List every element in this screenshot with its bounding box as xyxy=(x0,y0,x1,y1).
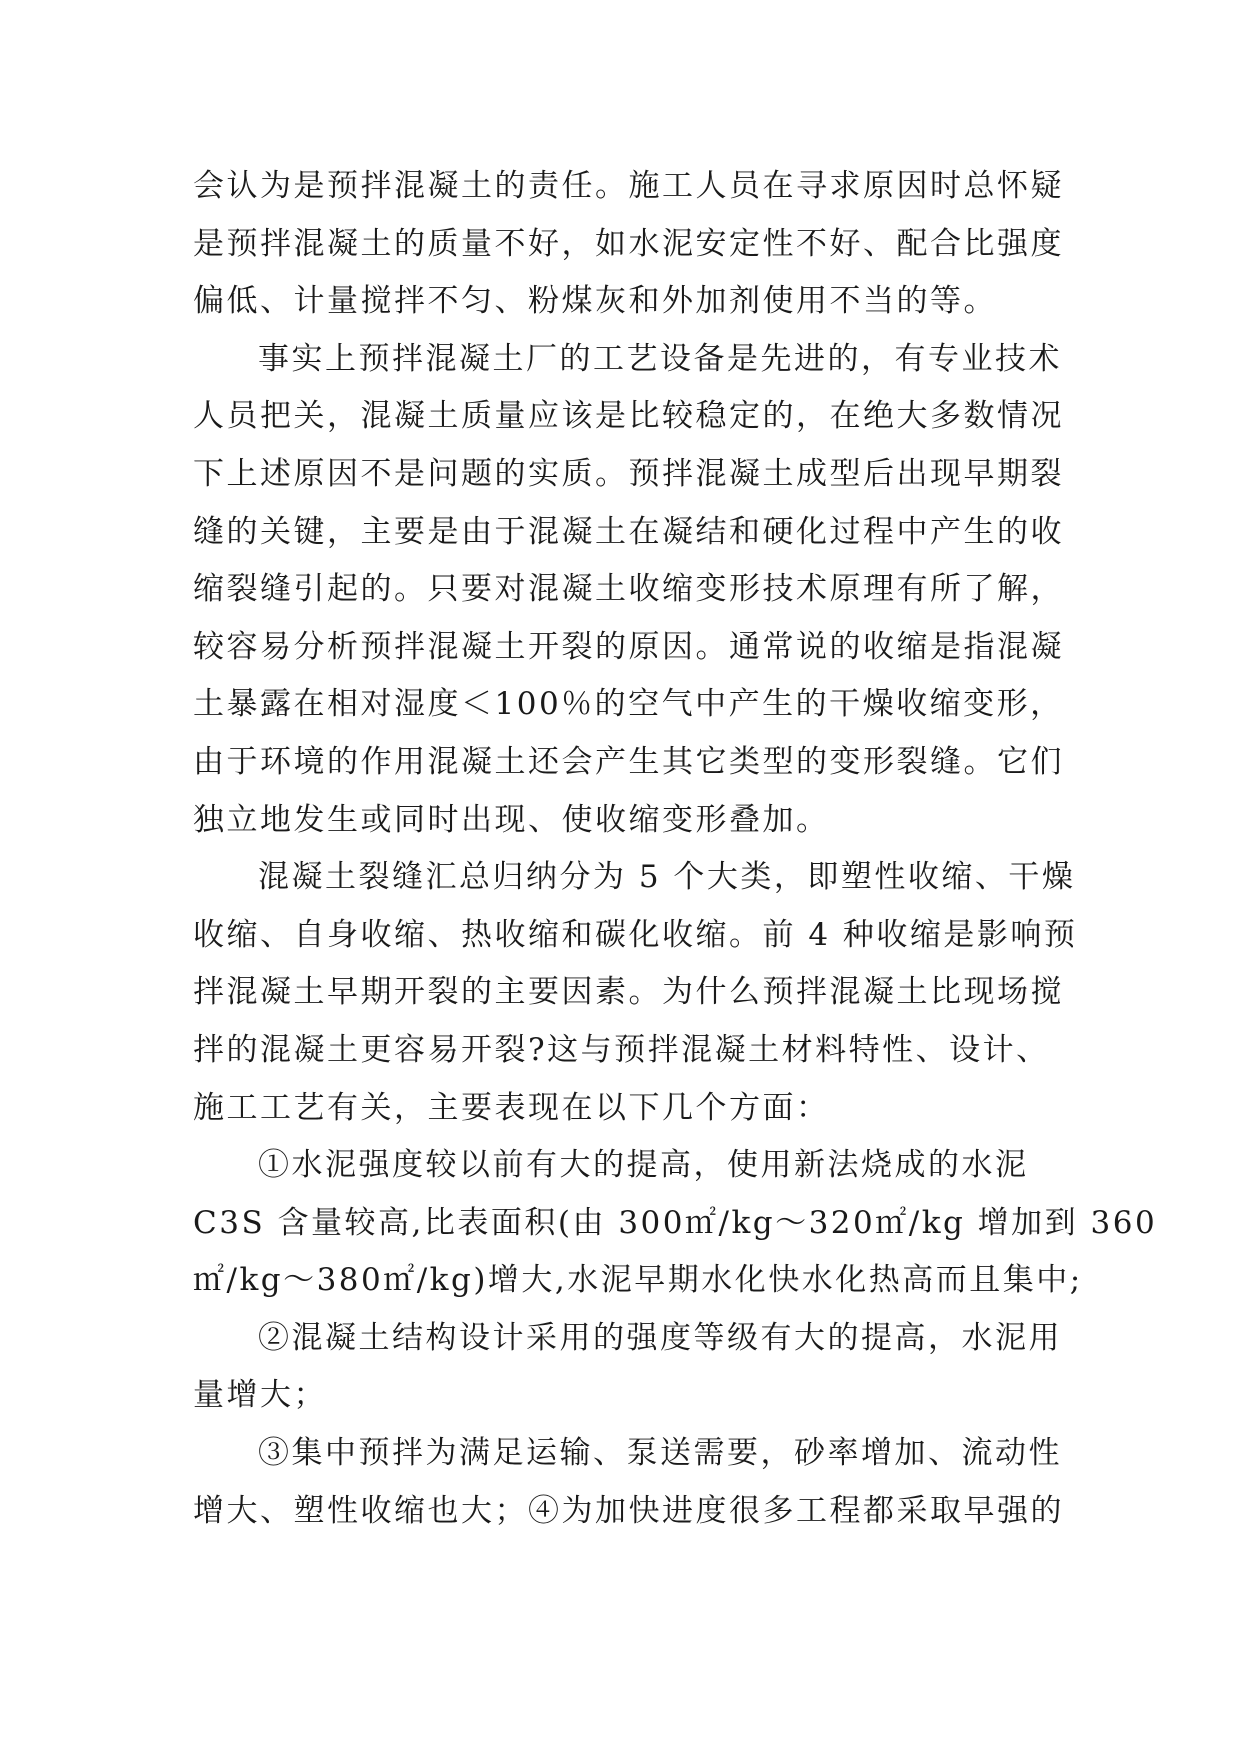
text-line: ㎡/kg～380㎡/kg)增大,水泥早期水化快水化热高而且集中; xyxy=(193,1262,1083,1299)
text-line: 由于环境的作用混凝土还会产生其它类型的变形裂缝。它们 xyxy=(193,743,1064,780)
text-line: 混凝土裂缝汇总归纳分为 5 个大类，即塑性收缩、干燥 xyxy=(258,859,1076,896)
text-line: 是预拌混凝土的质量不好，如水泥安定性不好、配合比强度 xyxy=(193,225,1064,262)
text-line: 缝的关键，主要是由于混凝土在凝结和硬化过程中产生的收 xyxy=(193,513,1064,550)
text-line: 较容易分析预拌混凝土开裂的原因。通常说的收缩是指混凝 xyxy=(193,628,1064,665)
text-line: 事实上预拌混凝土厂的工艺设备是先进的，有专业技术 xyxy=(258,340,1062,377)
text-line: 施工工艺有关，主要表现在以下几个方面： xyxy=(193,1089,830,1126)
body-text xyxy=(193,158,1158,1540)
text-line: 下上述原因不是问题的实质。预拌混凝土成型后出现早期裂 xyxy=(193,455,1064,492)
text-line: 人员把关，混凝土质量应该是比较稳定的，在绝大多数情况 xyxy=(193,398,1064,435)
text-line: 增大、塑性收缩也大；④为加快进度很多工程都采取早强的 xyxy=(193,1492,1064,1529)
text-line: 缩裂缝引起的。只要对混凝土收缩变形技术原理有所了解， xyxy=(193,571,1064,608)
text-line: 拌混凝土早期开裂的主要因素。为什么预拌混凝土比现场搅 xyxy=(193,974,1064,1011)
text-line: ③集中预拌为满足运输、泵送需要，砂率增加、流动性 xyxy=(258,1435,1062,1472)
text-line: ①水泥强度较以前有大的提高，使用新法烧成的水泥 xyxy=(258,1147,1029,1184)
text-line: ②混凝土结构设计采用的强度等级有大的提高，水泥用 xyxy=(258,1319,1062,1356)
text-line: C3S 含量较高,比表面积(由 300㎡/kg～320㎡/kg 增加到 360 xyxy=(193,1204,1158,1241)
text-line: 土暴露在相对湿度＜100％的空气中产生的干燥收缩变形， xyxy=(193,686,1064,723)
text-line: 收缩、自身收缩、热收缩和碳化收缩。前 4 种收缩是影响预 xyxy=(193,916,1078,953)
text-line: 偏低、计量搅拌不匀、粉煤灰和外加剂使用不当的等。 xyxy=(193,283,997,320)
text-line: 会认为是预拌混凝土的责任。施工人员在寻求原因时总怀疑 xyxy=(193,168,1064,204)
text-line: 拌的混凝土更容易开裂?这与预拌混凝土材料特性、设计、 xyxy=(193,1031,1050,1068)
text-line: 量增大； xyxy=(193,1377,327,1414)
text-line: 独立地发生或同时出现、使收缩变形叠加。 xyxy=(193,801,830,838)
